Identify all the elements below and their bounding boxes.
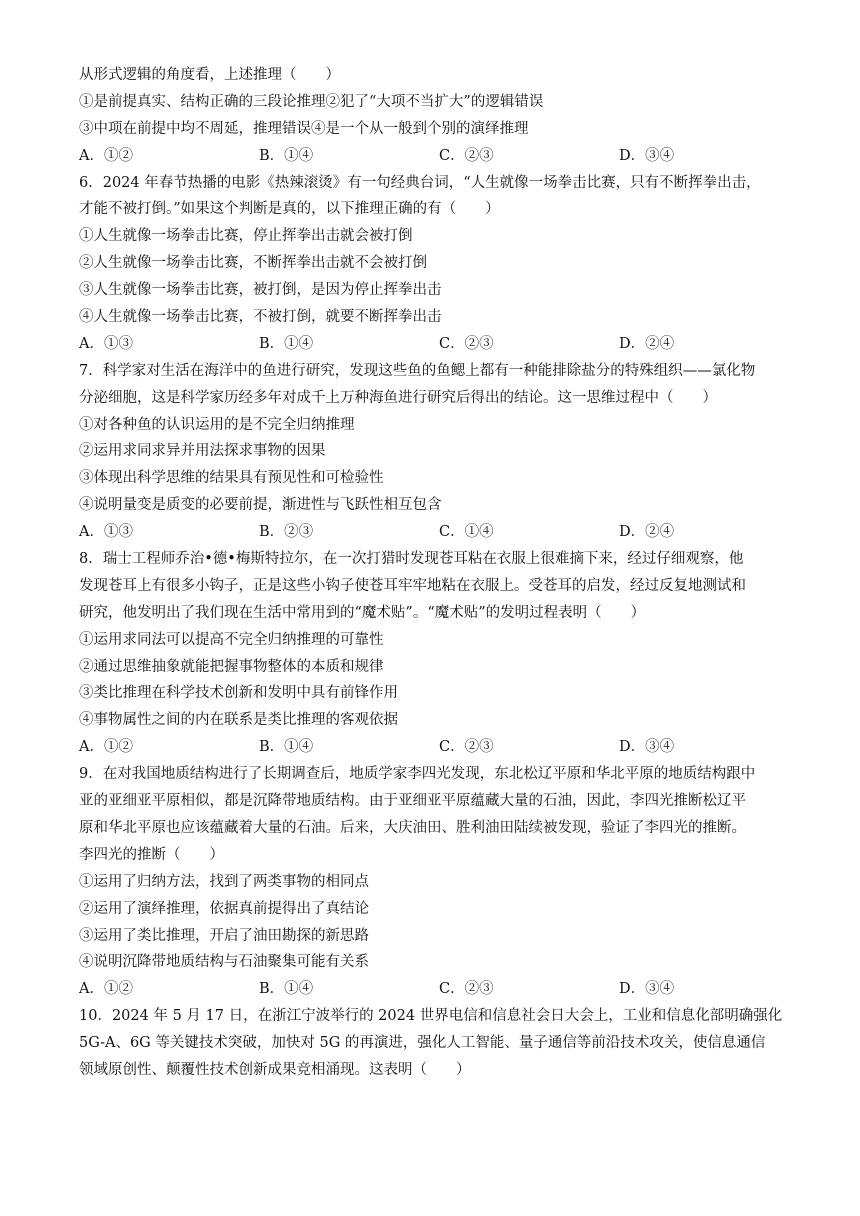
question-statement: ④说明量变是质变的必要前提，渐进性与飞跃性相互包含 [79,497,442,514]
option-c: C．①④ [439,524,494,541]
question-statement: ④说明沉降带地质结构与石油聚集可能有关系 [79,954,369,971]
option-d: D．②④ [619,335,675,352]
question-stem-line: 原和华北平原也应该蕴藏着大量的石油。后来，大庆油田、胜利油田陆续被发现，验证了李四光的推断。 [79,819,746,836]
option-c: C．②③ [439,147,494,164]
option-a: A．①③ [79,524,133,541]
option-b: B．②③ [259,524,314,541]
option-b: B．①④ [259,739,314,756]
question-5-continuation [79,62,799,170]
question-statement: ④人生就像一场拳击比赛，不被打倒，就要不断挥拳出击 [79,309,442,326]
question-statement: ③体现出科学思维的结果具有预见性和可检验性 [79,470,384,487]
question-stem-line: 7．科学家对生活在海洋中的鱼进行研究，发现这些鱼的鱼鳃上都有一种能排除盐分的特殊组织——氯化物 [79,362,756,379]
question-stem-line: 10．2024 年 5 月 17 日，在浙江宁波举行的 2024 世界电信和信息社会日大会上，工业和信息化部明确强化 [79,1008,783,1025]
option-d: D．③④ [619,981,675,998]
option-a: A．①② [79,739,133,756]
question-statement: ①是前提真实、结构正确的三段论推理②犯了“大项不当扩大”的逻辑错误 [79,93,544,110]
option-b: B．①④ [259,981,314,998]
question-stem-line: 6．2024 年春节热播的电影《热辣滚烫》有一句经典台词，“人生就像一场拳击比赛，只有不断挥拳出击， [79,174,761,191]
answer-options [79,976,799,1003]
option-d: D．③④ [619,147,675,164]
question-statement: ①运用了归纳方法，找到了两类事物的相同点 [79,873,369,890]
option-d: D．③④ [619,739,675,756]
question-stem-line: 亚的亚细亚平原相似，都是沉降带地质结构。由于亚细亚平原蕴藏大量的石油，因此，李四光推断松辽平 [79,793,746,810]
option-c: C．②③ [439,981,494,998]
question-statement: ③运用了类比推理，开启了油田勘探的新思路 [79,927,369,944]
question-statement: ②通过思维抽象就能把握事物整体的本质和规律 [79,658,384,675]
option-b: B．①④ [259,335,314,352]
question-statement: ③类比推理在科学技术创新和发明中具有前锋作用 [79,685,398,702]
question-statement: ③中项在前提中均不周延，推理错误④是一个从一般到个别的演绎推理 [79,120,529,137]
question-stem-line: 李四光的推断（ ） [79,846,224,863]
question-10 [79,1003,799,1084]
question-stem-line: 发现苍耳上有很多小钩子，正是这些小钩子使苍耳牢牢地粘在衣服上。受苍耳的启发，经过反复地测试和 [79,577,746,594]
answer-options [79,143,799,170]
question-9 [79,761,799,1003]
answer-options [79,519,799,546]
answer-options [79,331,799,358]
option-a: A．①② [79,981,133,998]
option-c: C．②③ [439,335,494,352]
option-d: D．②④ [619,524,675,541]
question-stem-line: 9．在对我国地质结构进行了长期调查后，地质学家李四光发现，东北松辽平原和华北平原的地质结构跟中 [79,766,756,783]
option-a: A．①③ [79,335,133,352]
question-statement: ②运用了演绎推理，依据真前提得出了真结论 [79,900,369,917]
question-stem-line: 8．瑞士工程师乔治•德•梅斯特拉尔，在一次打猎时发现苍耳粘在衣服上很难摘下来，经过仔细观察，他 [79,551,744,568]
question-stem-line: 分泌细胞，这是科学家历经多年对成千上万种海鱼进行研究后得出的结论。这一思维过程中（ ） [79,389,717,406]
question-statement: ①对各种鱼的认识运用的是不完全归纳推理 [79,416,355,433]
question-statement: ③人生就像一场拳击比赛，被打倒，是因为停止挥拳出击 [79,282,442,299]
question-statement: ①运用求同法可以提高不完全归纳推理的可靠性 [79,631,384,648]
question-stem-line: 从形式逻辑的角度看，上述推理（ ） [79,67,340,83]
question-statement: ②人生就像一场拳击比赛，不断挥拳出击就不会被打倒 [79,255,427,272]
option-c: C．②③ [439,739,494,756]
question-statement: ①人生就像一场拳击比赛，停止挥拳出击就会被打倒 [79,228,413,245]
question-stem-line: 领域原创性、颠覆性技术创新成果竞相涌现。这表明（ ） [79,1061,471,1078]
question-7 [79,358,799,546]
option-b: B．①④ [259,147,314,164]
question-6 [79,170,799,358]
exam-page [79,62,799,1084]
question-8 [79,546,799,761]
question-stem-line: 研究，他发明出了我们现在生活中常用到的“魔术贴”。“魔术贴”的发明过程表明（ ） [79,604,646,621]
answer-options [79,734,799,761]
question-stem-line: 5G-A、6G 等关键技术突破，加快对 5G 的再演进，强化人工智能、量子通信等前沿技术攻关，使信息通信 [79,1035,766,1052]
question-stem-line: 才能不被打倒。”如果这个判断是真的，以下推理正确的有（ ） [79,201,500,218]
question-statement: ②运用求同求异并用法探求事物的因果 [79,443,326,460]
option-a: A．①② [79,147,133,164]
question-statement: ④事物属性之间的内在联系是类比推理的客观依据 [79,712,398,729]
